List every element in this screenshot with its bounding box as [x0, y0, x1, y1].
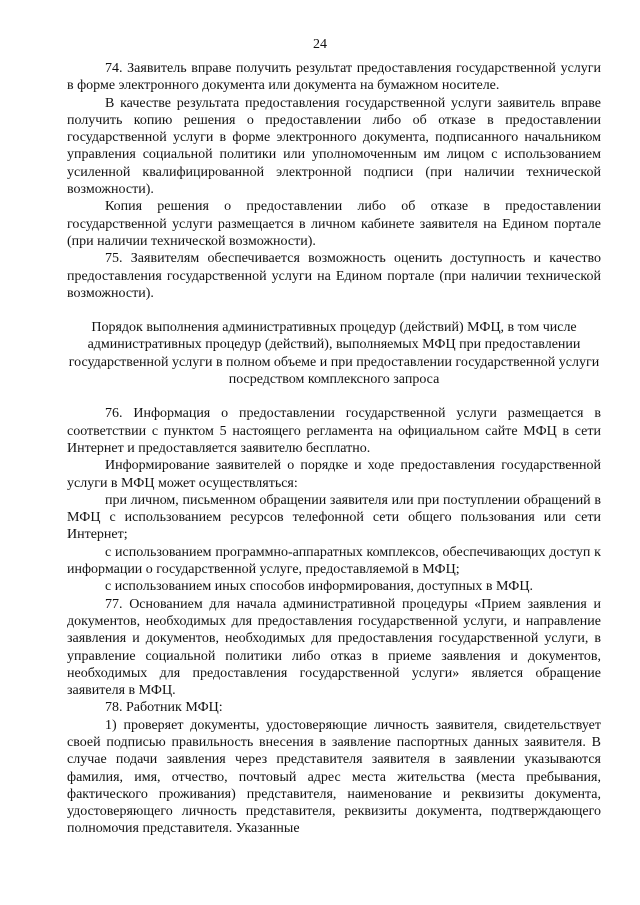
paragraph-78: 78. Работник МФЦ:: [105, 700, 223, 716]
paragraph-result-electronic: В качестве результата предоставления государственной услуги заявитель вправе получить копию решения о предоставлении либо об отказе в предоставлении государственной услуги в форме электронного документа, подписанного начальником управления социальной политики или уполномоченным им лицом с использованием усиленной квалифицированной электронной подписи (при наличии технической возможности).: [67, 95, 601, 198]
list-item-software-complexes: с использованием программно-аппаратных комплексов, обеспечивающих доступ к информации о государственной услуге, предоставляемой в МФЦ;: [67, 544, 601, 578]
paragraph-77: 77. Основанием для начала административной процедуры «Прием заявления и документов, необходимых для предоставления государственной услуги, и направление заявления и документов, необходимых для предоставления государственной услуги, в управление социальной политики либо отказ в приеме заявления и документов, необходимых для предоставления государственной услуги» является обращение заявителя в МФЦ.: [67, 596, 601, 699]
list-item-other-methods: с использованием иных способов информирования, доступных в МФЦ.: [105, 579, 533, 595]
paragraph-74: 74. Заявитель вправе получить результат предоставления государственной услуги в форме электронного документа или документа на бумажном носителе.: [67, 61, 601, 94]
paragraph-copy-decision: Копия решения о предоставлении либо об отказе в предоставлении государственной услуги размещается в личном кабинете заявителя на Едином портале (при наличии технической возможности).: [67, 199, 601, 249]
list-item-personal-appeal: при личном, письменном обращении заявителя или при поступлении обращений в МФЦ с использованием ресурсов телефонной сети общего пользования или сети Интернет;: [67, 492, 601, 543]
document-body: [67, 60, 601, 838]
section-heading: Порядок выполнения административных процедур (действий) МФЦ, в том числе административных процедур (действий), выполняемых МФЦ при предоставлении государственной услуги в полном объеме и при предоставлении государственной услуги посредством комплексного запроса: [68, 320, 600, 388]
paragraph-informing: Информирование заявителей о порядке и ходе предоставления государственной услуги в МФЦ может осуществляться:: [67, 458, 601, 491]
paragraph-78-item-1: 1) проверяет документы, удостоверяющие личность заявителя, свидетельствует своей подписью правильность внесения в заявление паспортных данных заявителя. В случае подачи заявления через представителя заявителя в заявлении указываются фамилия, имя, отчество, почтовый адрес места жительства (места пребывания, фактического проживания) представителя, наименование и реквизиты документа, удостоверяющего личность представителя, реквизиты документа, подтверждающего полномочия представителя. Указанные: [67, 717, 601, 837]
paragraph-76: 76. Информация о предоставлении государственной услуги размещается в соответствии с пунктом 5 настоящего регламента на официальном сайте МФЦ в сети Интернет и предоставляется заявителю бесплатно.: [67, 406, 601, 456]
paragraph-75: 75. Заявителям обеспечивается возможность оценить доступность и качество предоставления государственной услуги на Едином портале (при наличии технической возможности).: [67, 251, 601, 301]
page-number: 24: [313, 37, 327, 52]
